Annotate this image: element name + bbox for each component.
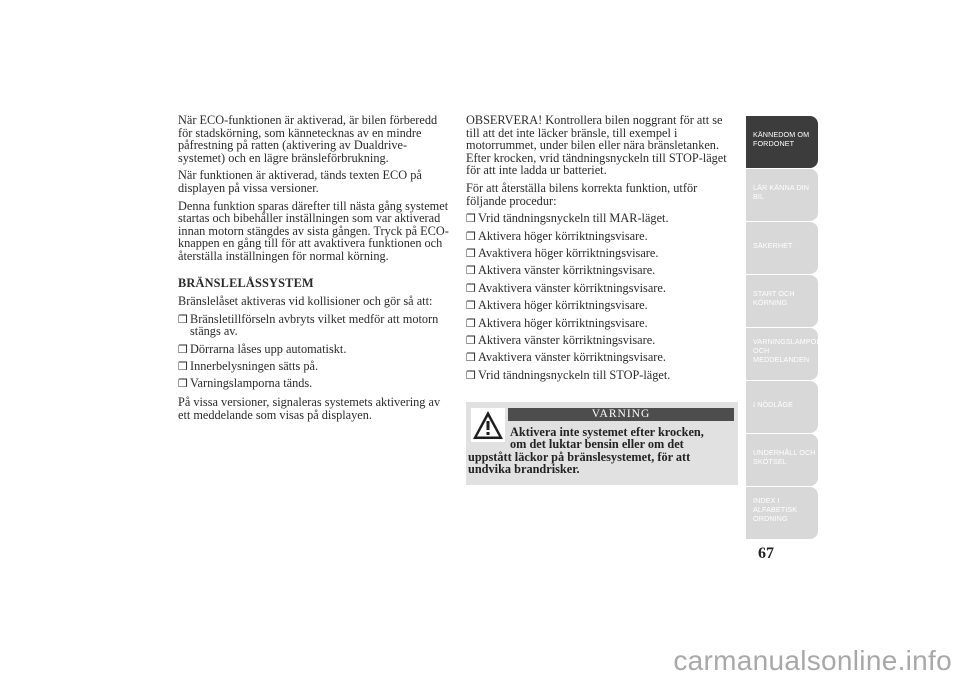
warning-title: VARNING [508, 408, 734, 421]
tab-index[interactable]: INDEX I ALFABETISK ORDNING [746, 487, 818, 539]
checkbox-bullet-icon: ❒ [466, 351, 476, 365]
list-item: ❒ Vrid tändningsnyckeln till MAR-läget. [466, 211, 669, 226]
list-item: ❒ Bränsletillförseln avbryts vilket medför att motorn stängs av. [178, 311, 439, 339]
fuel-lock-intro: Bränslelåset aktiveras vid kollisioner och gör så att: [178, 294, 433, 309]
tab-i-nodlage[interactable]: I NÖDLÄGE [746, 381, 818, 433]
left-column [178, 114, 450, 426]
procedure-list [466, 212, 738, 381]
list-item: ❒ Innerbelysningen sätts på. [178, 359, 319, 374]
checkbox-bullet-icon: ❒ [466, 264, 476, 278]
list-item: ❒ Aktivera höger körriktningsvisare. [466, 228, 648, 243]
list-item: ❒ Avaktivera höger körriktningsvisare. [466, 245, 659, 260]
checkbox-bullet-icon: ❒ [466, 316, 476, 330]
eco-paragraph: När ECO-funktionen är aktiverad, är bilen förberedd för stadskörning, som kännetecknas av en mindre påfrestning på ratten (aktivering av Dualdrive-systemet) och en lägre bränsleförbrukning. [178, 113, 438, 165]
tab-start-och-korning[interactable]: START OCH KÖRNING [746, 275, 818, 327]
eco-memory-paragraph: Denna funktion sparas därefter till nästa gång systemet startas och bibehåller inställningen som var aktiverad innan motorn stängdes av sista gången. Tryck på ECO-knappen en gång till för att avaktivera funktionen och återställa inställningen för normal körning. [178, 198, 449, 263]
checkbox-bullet-icon: ❒ [178, 342, 188, 356]
procedure-intro: För att återställa bilens korrekta funktion, utför följande procedur: [466, 180, 698, 208]
watermark-url: carmanualsonline.info [673, 645, 952, 676]
checkbox-bullet-icon: ❒ [466, 281, 476, 295]
right-column [466, 114, 738, 387]
list-item: ❒ Aktivera vänster körriktningsvisare. [466, 263, 656, 278]
list-item: ❒ Avaktivera vänster körriktningsvisare. [466, 280, 666, 295]
list-item: ❒ Avaktivera vänster körriktningsvisare. [466, 350, 666, 365]
activation-message-paragraph: På vissa versioner, signaleras systemets aktivering av ett meddelande som visas på displayen. [178, 395, 441, 422]
tab-sakerhet[interactable]: SÄKERHET [746, 222, 818, 274]
eco-display-paragraph: När funktionen är aktiverad, tänds texten ECO på displayen på vissa versioner. [178, 168, 422, 195]
checkbox-bullet-icon: ❒ [466, 333, 476, 347]
checkbox-bullet-icon: ❒ [178, 360, 188, 374]
list-item: ❒ Aktivera höger körriktningsvisare. [466, 315, 648, 330]
section-heading: BRÄNSLELÅSSYSTEM [178, 275, 314, 290]
page-number: 67 [758, 545, 774, 562]
tab-kannedom-om-fordonet[interactable]: KÄNNEDOM OM FORDONET [746, 116, 818, 168]
checkbox-bullet-icon: ❒ [466, 246, 476, 260]
checkbox-bullet-icon: ❒ [178, 312, 188, 326]
checkbox-bullet-icon: ❒ [466, 299, 476, 313]
list-item: ❒ Aktivera höger körriktningsvisare. [466, 298, 648, 313]
observe-paragraph: OBSERVERA! Kontrollera bilen noggrant för att se till att det inte läcker bränsle, till exempel i motorrummet, under bilen eller nära bränsletanken. Efter krocken, vrid tändningsnyckeln till STOP-läget för att inte ladda ur batteriet. [466, 113, 727, 178]
checkbox-bullet-icon: ❒ [466, 229, 476, 243]
list-item: ❒ Varningslamporna tänds. [178, 376, 313, 391]
warning-box [466, 402, 738, 485]
checkbox-bullet-icon: ❒ [466, 368, 476, 382]
tab-lar-kanna-din-bil[interactable]: LÄR KÄNNA DIN BIL [746, 169, 818, 221]
checkbox-bullet-icon: ❒ [178, 377, 188, 391]
tab-underhall-och-skotsel[interactable]: UNDERHÅLL OCH SKÖTSEL [746, 434, 818, 486]
list-item: ❒ Dörrarna låses upp automatiskt. [178, 341, 347, 356]
list-item: ❒ Vrid tändningsnyckeln till STOP-läget. [466, 367, 671, 382]
warning-text: Aktivera inte systemet efter krocken, om det luktar bensin eller om det uppstått läckor på bränslesystemet, för att undvika brandrisker. [468, 425, 704, 477]
list-item: ❒ Aktivera vänster körriktningsvisare. [466, 332, 656, 347]
tab-varningslampor[interactable]: VARNINGSLAMPOR OCH MEDDELANDEN [746, 328, 818, 380]
fuel-lock-list [178, 313, 450, 390]
checkbox-bullet-icon: ❒ [466, 212, 476, 226]
